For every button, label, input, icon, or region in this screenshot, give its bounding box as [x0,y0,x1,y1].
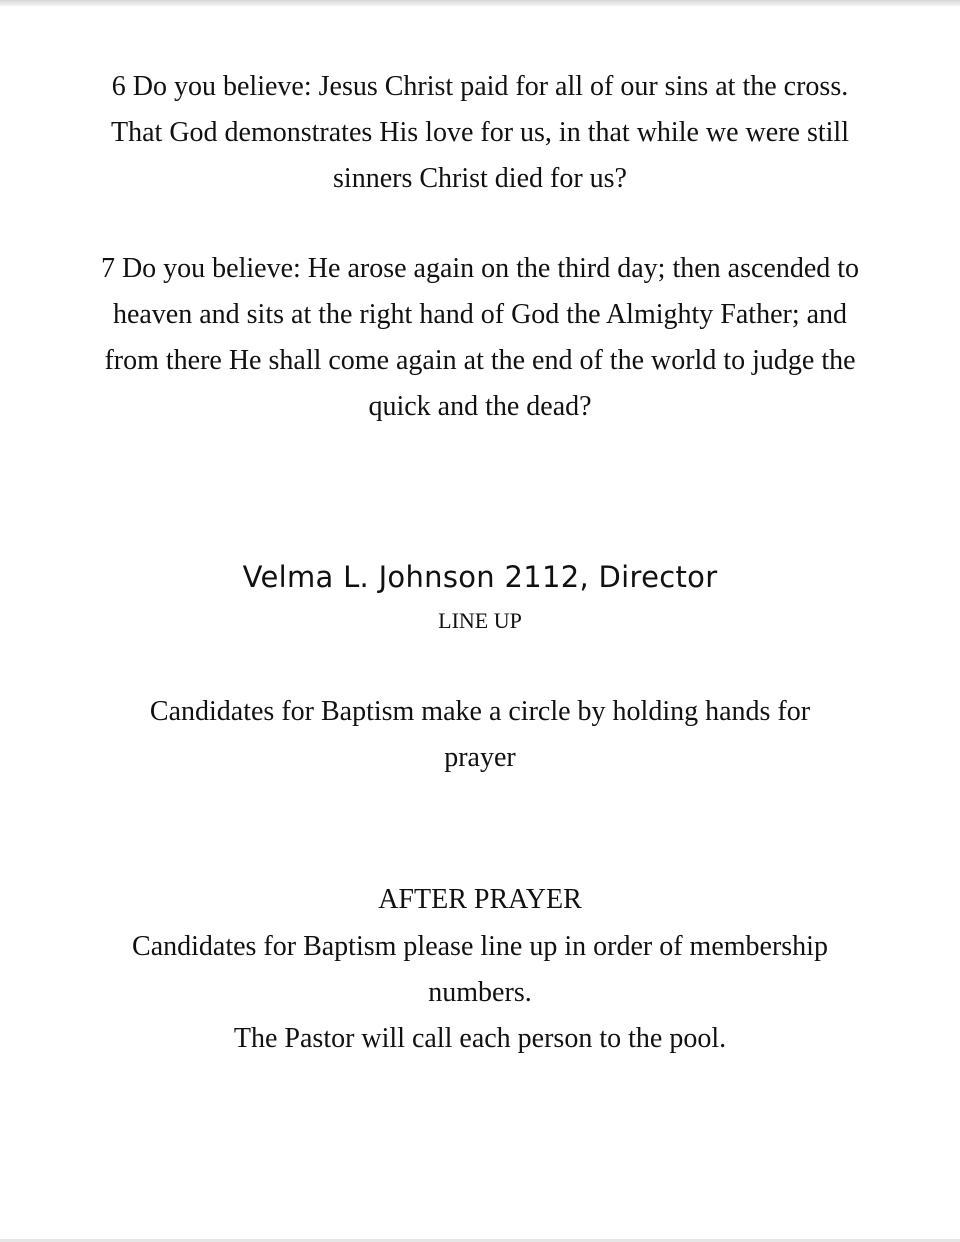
question-7-line: 7 Do you believe: He arose again on the third day; then ascended to [100,253,860,284]
question-6-line: 6 Do you believe: Jesus Christ paid for all of our sins at the cross. [111,71,849,102]
question-6-paragraph [36,64,924,202]
circle-instruction-paragraph [36,689,924,781]
question-7-paragraph [36,246,924,430]
question-7-line: from there He shall come again at the end of the world to judge the [104,345,856,376]
line-up-subtitle: LINE UP [438,608,522,633]
after-prayer-line: Candidates for Baptism please line up in order of membership [132,931,828,962]
top-divider [0,0,960,6]
after-prayer-heading: AFTER PRAYER [378,884,582,915]
question-7-line: heaven and sits at the right hand of God the Almighty Father; and [112,299,848,330]
question-6-line: That God demonstrates His love for us, in that while we were still [111,117,849,148]
circle-instruction-line: Candidates for Baptism make a circle by holding hands for [149,696,811,727]
after-prayer-line: numbers. [428,977,532,1008]
after-prayer-paragraph [36,924,924,1062]
director-name: Velma L. Johnson 2112, Director [242,560,718,594]
question-7-line: quick and the dead? [368,391,592,422]
circle-instruction-line: prayer [444,742,516,773]
question-6-line: sinners Christ died for us? [333,163,627,194]
after-prayer-line: The Pastor will call each person to the pool. [233,1023,727,1054]
